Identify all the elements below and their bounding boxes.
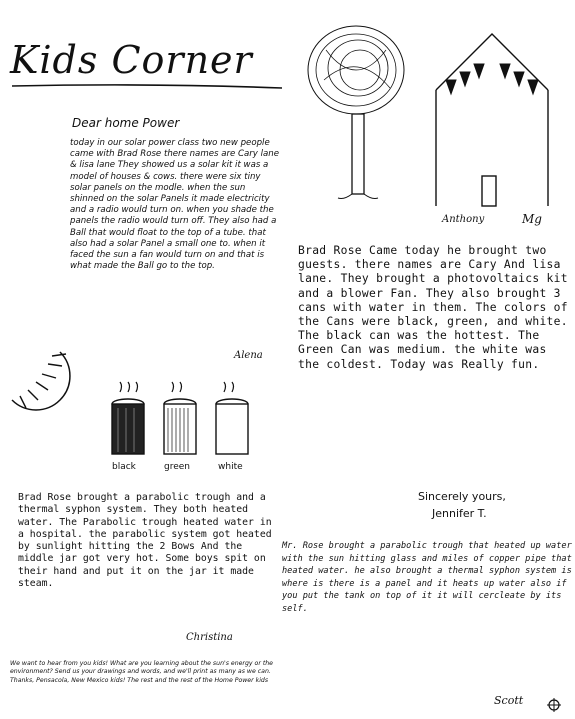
letter-3-body: Brad Rose Came today he brought two guests. there names are Cary And lisa lane. They brought a photovoltaics kit and a blower Fan. They also brought 3 cans with water in them. The colors of the Cans were black, green, and white. The black can was the hottest. The Green Can was medium. the white was the coldest. Today was Really fun. bbox=[298, 244, 568, 371]
letter-4-signature: Scott bbox=[494, 694, 524, 707]
jars-drawing-icon bbox=[100, 384, 270, 464]
white-jar bbox=[216, 399, 248, 454]
drawing-signature-mg: Mg bbox=[522, 212, 542, 226]
sun-drawing-icon bbox=[6, 348, 76, 418]
solar-panels bbox=[446, 64, 538, 94]
tree bbox=[308, 26, 404, 199]
letter-1-signature: Alena bbox=[234, 350, 263, 361]
title-underline bbox=[10, 82, 290, 92]
letter-1-salutation: Dear home Power bbox=[72, 116, 180, 130]
corner-emblem-icon bbox=[546, 698, 566, 712]
house bbox=[436, 34, 548, 206]
jar-label-white: white bbox=[218, 462, 243, 472]
jar-label-black: black bbox=[112, 462, 136, 472]
letter-2-body: Brad Rose brought a parabolic trough and a thermal syphon system. They both heated water. The Parabolic trough heated water in a hospital. the parabolic system got heated by sunlight hitting the 2 Bows And the middle jar got very hot. Some boys spit on their hand and put it on the jar it made steam. bbox=[18, 492, 272, 590]
letter-3-closing: Sincerely yours, bbox=[418, 490, 506, 503]
drawing-signature-anthony: Anthony bbox=[442, 214, 485, 225]
letter-4-body: Mr. Rose brought a parabolic trough that heated up water with the sun hitting glass and miles of copper pipe that heated water. he also brought a thermal syphon system is where is there is a panel and it heats up water also if you put the tank on top of it it will cercleate by its self. bbox=[282, 541, 572, 614]
tree-house-drawing-icon bbox=[296, 10, 566, 210]
green-jar bbox=[164, 399, 196, 454]
black-jar bbox=[112, 399, 144, 454]
letter-1-body: today in our solar power class two new people came with Brad Rose there names are Cary lane & lisa lane They showed us a solar kit it was a model of houses & cows. there were six tiny solar panels on the modle. when the sun shinned on the solar Panels it made electricity and a radio would turn on. when you shade the panels the radio would turn off. They also had a Ball that would float to the top of a tube. that also had a solar Panel a small one to. when it faced the sun a fan would turn on and that is what made the Ball go to the top. bbox=[70, 138, 280, 272]
jar-label-green: green bbox=[164, 462, 190, 472]
editor-footnote: We want to hear from you kids! What are you learning about the sun's energy or the environment? Send us your drawings and words, and we'll print as many as we can. Thanks, Pensacola, New Mexico kids! The rest and the rest of the Home Power kids bbox=[10, 660, 273, 684]
letter-3-signature: Jennifer T. bbox=[432, 507, 487, 520]
page-title: Kids Corner bbox=[10, 38, 253, 82]
letter-2-signature: Christina bbox=[186, 632, 233, 643]
